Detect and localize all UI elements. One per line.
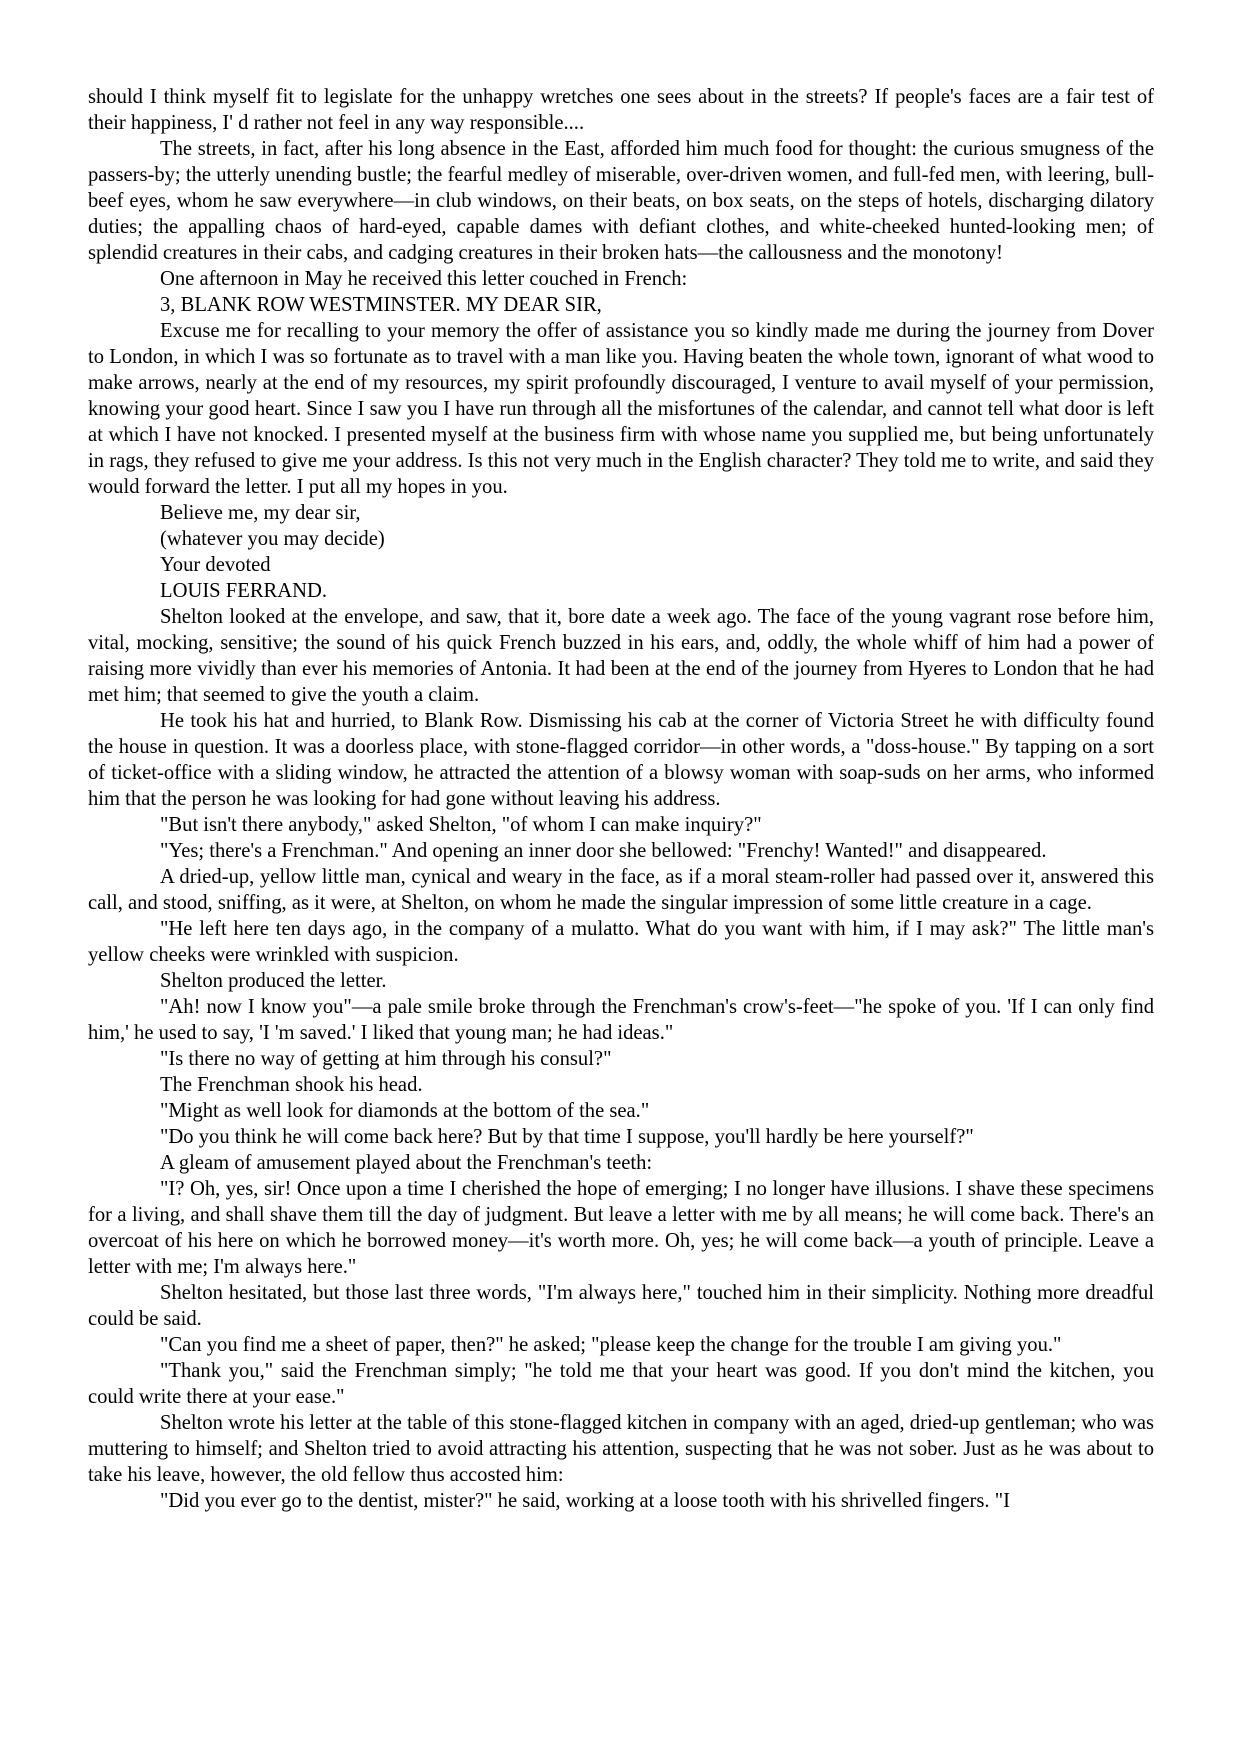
paragraph-streets: The streets, in fact, after his long absence in the East, afforded him much food for thought: the curious smugness of the passers-by; the utterly unending bustle; the fearful medley of miserable, over-driven women, and full-fed men, with leering, bull-beef eyes, whom he saw everywhere—in club windows, on their beats, on box seats, on the steps of hotels, discharging dilatory duties; the appalling chaos of hard-eyed, capable dames with defiant clothes, and white-cheeked hunted-looking men; of splendid creatures in their cabs, and cadging creatures in their broken hats—the callousness and the monotony!	[88, 138, 1154, 264]
dialogue-line: "Did you ever go to the dentist, mister?" he said, working at a loose tooth with his shrivelled fingers. "I	[160, 1490, 1010, 1512]
dialogue-line: "Thank you," said the Frenchman simply; "he told me that your heart was good. If you don't mind the kitchen, you could write there at your ease."	[88, 1360, 1154, 1408]
dialogue-line: "Might as well look for diamonds at the bottom of the sea."	[160, 1100, 650, 1122]
dialogue-line: "Do you think he will come back here? But by that time I suppose, you'll hardly be here yourself?"	[160, 1126, 974, 1148]
dialogue-line: "He left here ten days ago, in the company of a mulatto. What do you want with him, if I may ask?" The little man's yellow cheeks were wrinkled with suspicion.	[88, 918, 1154, 966]
dialogue-line: "But isn't there anybody," asked Shelton, "of whom I can make inquiry?"	[160, 814, 762, 836]
paragraph-line: The Frenchman shook his head.	[160, 1074, 423, 1096]
dialogue-line: "Can you find me a sheet of paper, then?" he asked; "please keep the change for the trouble I am giving you."	[160, 1334, 1062, 1356]
paragraph-letter-intro: One afternoon in May he received this letter couched in French:	[160, 268, 688, 290]
paragraph-hesitated: Shelton hesitated, but those last three words, "I'm always here," touched him in their simplicity. Nothing more dreadful could be said.	[88, 1282, 1154, 1330]
dialogue-line: "Ah! now I know you"—a pale smile broke through the Frenchman's crow's-feet—"he spoke of you. 'If I can only find him,' he used to say, 'I 'm saved.' I liked that young man; he had ideas."	[88, 996, 1154, 1044]
letter-body: Excuse me for recalling to your memory the offer of assistance you so kindly made me during the journey from Dover to London, in which I was so fortunate as to travel with a man like you. Having beaten the whole town, ignorant of what wood to make arrows, nearly at the end of my resources, my spirit profoundly discouraged, I venture to avail myself of your permission, knowing your good heart. Since I saw you I have run through all the misfortunes of the calendar, and cannot tell what door is left at which I have not knocked. I presented myself at the business firm with whose name you supplied me, but being unfortunately in rags, they refused to give me your address. Is this not very much in the English character? They told me to write, and said they would forward the letter. I put all my hopes in you.	[88, 320, 1154, 498]
document-page	[88, 84, 1154, 1514]
dialogue-line: "I? Oh, yes, sir! Once upon a time I cherished the hope of emerging; I no longer have illusions. I shave these specimens for a living, and shall shave them till the day of judgment. But leave a letter with me by all means; he will come back. There's an overcoat of his here on which he borrowed money—it's worth more. Oh, yes; he will come back—a youth of principle. Leave a letter with me; I'm always here."	[88, 1178, 1154, 1278]
paragraph-kitchen: Shelton wrote his letter at the table of this stone-flagged kitchen in company with an aged, dried-up gentleman; who was muttering to himself; and Shelton tried to avoid attracting his attention, suspecting that he was not sober. Just as he was about to take his leave, however, the old fellow thus accosted him:	[88, 1412, 1154, 1486]
letter-closing-line-1: Believe me, my dear sir,	[160, 502, 361, 524]
letter-address-line: 3, BLANK ROW WESTMINSTER. MY DEAR SIR,	[160, 294, 602, 316]
paragraph-envelope: Shelton looked at the envelope, and saw, that it, bore date a week ago. The face of the young vagrant rose before him, vital, mocking, sensitive; the sound of his quick French buzzed in his ears, and, oddly, the whole whiff of him had a power of raising more vividly than ever his memories of Antonia. It had been at the end of the journey from Hyeres to London that he had met him; that seemed to give the youth a claim.	[88, 606, 1154, 706]
paragraph-line: A gleam of amusement played about the Frenchman's teeth:	[160, 1152, 653, 1174]
paragraph-line: Shelton produced the letter.	[160, 970, 387, 992]
paragraph-continuation: should I think myself fit to legislate for the unhappy wretches one sees about in the streets? If people's faces are a fair test of their happiness, I' d rather not feel in any way responsible....	[88, 86, 1154, 134]
paragraph-blank-row: He took his hat and hurried, to Blank Row. Dismissing his cab at the corner of Victoria Street he with difficulty found the house in question. It was a doorless place, with stone-flagged corridor—in other words, a "doss-house." By tapping on a sort of ticket-office with a sliding window, he attracted the attention of a blowsy woman with soap-suds on her arms, who informed him that the person he was looking for had gone without leaving his address.	[88, 710, 1154, 810]
dialogue-line: "Yes; there's a Frenchman." And opening an inner door she bellowed: "Frenchy! Wanted!" and disappeared.	[160, 840, 1047, 862]
letter-closing-line-3: Your devoted	[160, 554, 271, 576]
dialogue-line: "Is there no way of getting at him through his consul?"	[160, 1048, 612, 1070]
letter-signature: LOUIS FERRAND.	[160, 580, 328, 602]
paragraph-little-man: A dried-up, yellow little man, cynical and weary in the face, as if a moral steam-roller had passed over it, answered this call, and stood, sniffing, as it were, at Shelton, on whom he made the singular impression of some little creature in a cage.	[88, 866, 1154, 914]
letter-closing-line-2: (whatever you may decide)	[160, 528, 385, 550]
